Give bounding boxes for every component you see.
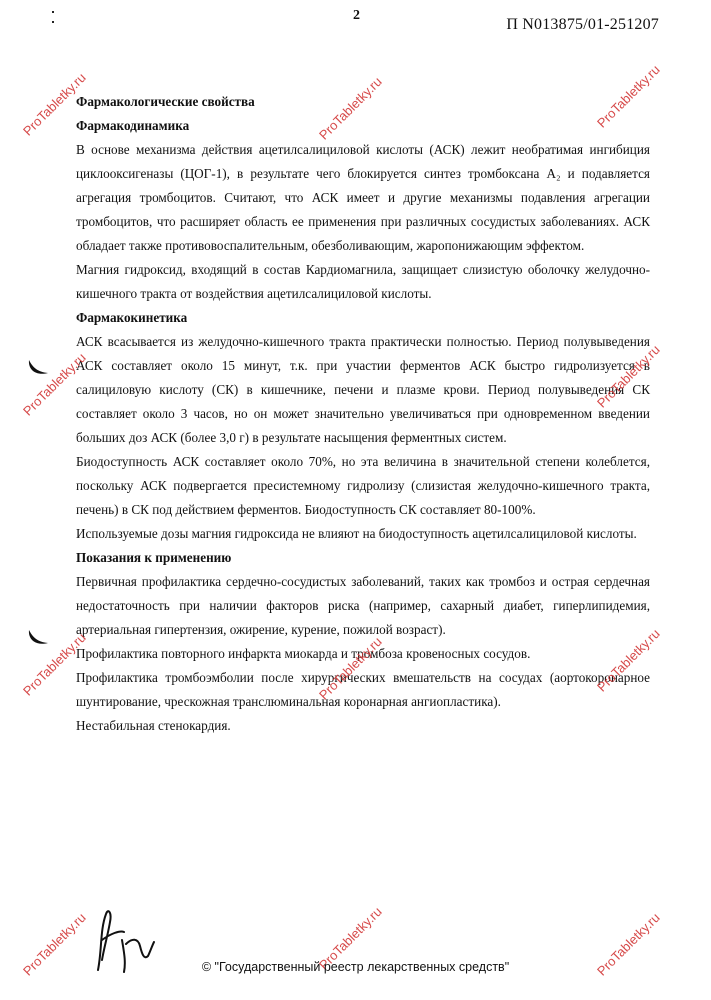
indications-paragraph-2: Профилактика повторного инфаркта миокарда и тромбоза кровеносных сосудов. (76, 646, 531, 661)
pharmacokinetics-paragraph-2: Биодоступность АСК составляет около 70%, но эта величина в значительной степени колеблется, поскольку АСК подвергается пресистемному гидролизу (слизистая желудочно-кишечного тракта, печень) в СК под действием ферментов. Биодоступность СК составляет 80-100%. (76, 454, 650, 517)
watermark-text: ProTabletky.ru (594, 341, 663, 411)
pharmacokinetics-paragraph-1: АСК всасывается из желудочно-кишечного тракта практически полностью. Период полувыведения АСК составляет около 15 минут, т.к. при участии ферментов АСК быстро гидролизуется в салициловую кислоту (СК) в кишечнике, печени и плазме крови. Период полувыведения СК составляет около 3 часов, но он может значительно увеличиваться при одновременном введении больших доз АСК (более 3,0 г) в результате насыщения ферментных систем. (76, 334, 650, 445)
indications-paragraph-1: Первичная профилактика сердечно-сосудистых заболеваний, таких как тромбоз и острая сердечная недостаточность при наличии факторов риска (например, сахарный диабет, гиперлипидемия, артериальная гипертензия, ожирение, курение, пожилой возраст). (76, 574, 650, 637)
watermark-text: ProTabletky.ru (594, 625, 663, 695)
indications-paragraph-3: Профилактика тромбоэмболии после хирургических вмешательств на сосудах (аортокоронарное шунтирование, чрескожная транслюминальная коронарная ангиопластика). (76, 670, 650, 709)
section-heading-pharmacokinetics: Фармакокинетика (76, 310, 188, 325)
document-body (76, 90, 650, 738)
pharmacodynamics-paragraph-2: Магния гидроксид, входящий в состав Кардиомагнила, защищает слизистую оболочку желудочно-кишечного тракта от воздействия ацетилсалициловой кислоты. (76, 262, 650, 301)
watermark-text: ProTabletky.ru (316, 73, 385, 143)
corner-marks (52, 8, 56, 24)
section-heading-pharmacological-properties: Фармакологические свойства (76, 94, 255, 109)
page-number: 2 (353, 8, 360, 23)
watermark-text: ProTabletky.ru (20, 909, 89, 979)
watermark-text: ProTabletky.ru (594, 909, 663, 979)
pharmacokinetics-paragraph-3: Используемые дозы магния гидроксида не влияют на биодоступность ацетилсалициловой кислоты. (76, 526, 637, 541)
watermark-text: ProTabletky.ru (20, 69, 89, 139)
pharmacodynamics-paragraph-1: В основе механизма действия ацетилсалициловой кислоты (АСК) лежит необратимая ингибиция циклооксигеназы (ЦОГ-1), в результате чего блокируется синтез тромбоксана A₂ и подавляется агрегация тромбоцитов. Считают, что АСК имеет и другие механизмы подавления агрегации тромбоцитов, что расширяет область ее применения при различных сосудистых заболеваниях. АСК обладает также противовоспалительным, обезболивающим, жаропонижающим эффектом. (76, 142, 650, 253)
binding-mark-icon (26, 356, 50, 378)
section-heading-pharmacodynamics: Фармакодинамика (76, 118, 190, 133)
section-heading-indications: Показания к применению (76, 550, 232, 565)
footer-copyright: © "Государственный реестр лекарственных средств" (201, 960, 510, 974)
watermark-text: ProTabletky.ru (594, 61, 663, 131)
indications-paragraph-4: Нестабильная стенокардия. (76, 718, 231, 733)
watermark-text: ProTabletky.ru (316, 633, 385, 703)
watermark-text: ProTabletky.ru (20, 629, 89, 699)
binding-mark-icon (26, 626, 50, 648)
watermark-text: ProTabletky.ru (20, 349, 89, 419)
document-code: П N013875/01-251207 (506, 16, 659, 33)
watermark-text: ProTabletky.ru (316, 903, 385, 973)
